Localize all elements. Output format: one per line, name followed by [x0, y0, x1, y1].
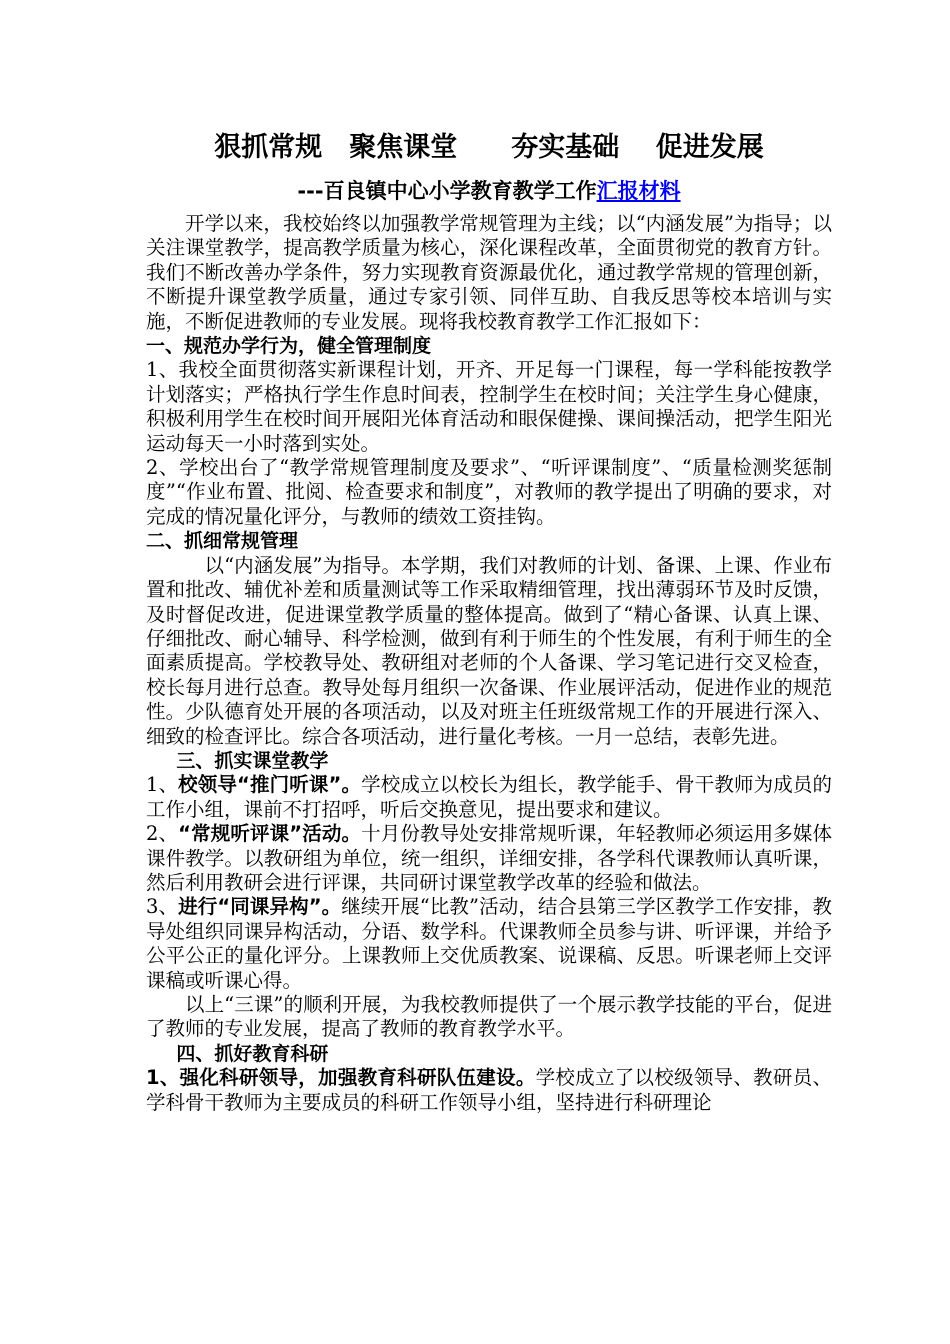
subtitle-text: ---百良镇中心小学教育教学工作 [297, 179, 597, 203]
section-1-heading: 一、规范办学行为，健全管理制度 [146, 335, 432, 358]
item-lead: 进行“同课异构”。 [178, 895, 342, 919]
section-3-paragraph-2 [146, 822, 832, 895]
section-2-paragraph-1: 以“内涵发展”为指导。本学期，我们对教师的计划、备课、上课、作业布置和批改、辅优补差和质量测试等工作采取精细管理，找出薄弱环节及时反馈，及时督促改进，促进课堂教学质量的整体提高。做到了“精心备课、认真上课、仔细批改、耐心辅导、科学检测，做到有利于师生的个性发展，有利于师生的全面素质提高。学校教导处、教研组对老师的个人备课、学习笔记进行交叉检查，校长每月进行总查。教导处每月组织一次备课、作业展评活动，促进作业的规范性。少队德育处开展的各项活动，以及对班主任班级常规工作的开展进行深入、细致的检查评比。综合各项活动，进行量化考核。一月一总结，表彰先进。 [146, 553, 832, 748]
section-1-paragraph-1: 1、我校全面贯彻落实新课程计划，开齐、开足每一门课程，每一学科能按教学计划落实；严格执行学生作息时间表，控制学生在校时间；关注学生身心健康，积极利用学生在校时间开展阳光体育活动和眼保健操、课间操活动，把学生阳光运动每天一小时落到实处。 [146, 358, 832, 455]
section-3-paragraph-1 [146, 773, 832, 822]
page-subtitle [146, 174, 832, 208]
item-lead: “常规听评课”活动。 [178, 822, 362, 846]
item-lead: 1、强化科研领导，加强教育科研队伍建设。 [146, 1066, 536, 1090]
item-lead: 校领导“推门听课”。 [178, 773, 362, 797]
section-3-paragraph-3 [146, 895, 832, 993]
section-3-heading: 三、抓实课堂教学 [176, 749, 329, 772]
section-4-paragraph-1 [146, 1066, 832, 1115]
item-text: 十月份教导处安排常规听课，年轻教师必须运用多媒体课件教学。以教研组为单位，统一组织，详细安排，各学科代课教师认真听课，然后利用教研会进行评课，共同研讨课堂教学改革的经验和做法。 [146, 822, 832, 894]
page-title: 狠抓常规 聚焦课堂 夯实基础 促进发展 [214, 132, 764, 163]
intro-paragraph: 开学以来，我校始终以加强教学常规管理为主线；以“内涵发展”为指导；以关注课堂教学，提高教学质量为核心，深化课程改革，全面贯彻党的教育方针。我们不断改善办学条件，努力实现教育资源最优化，通过教学常规的管理创新，不断提升课堂教学质量，通过专家引领、同伴互助、自我反思等校本培训与实施，不断促进教师的专业发展。现将我校教育教学工作汇报如下： [146, 212, 832, 333]
item-text: 学校成立了以校级领导、教研员、学科骨干教师为主要成员的科研工作领导小组，坚持进行科研理论 [146, 1066, 832, 1114]
item-text: 继续开展“比教”活动，结合县第三学区教学工作安排，教导处组织同课异构活动，分语、数学科。代课教师全员参与讲、听评课，并给予公平公正的量化评分。上课教师上交优质教案、说课稿、反思。听课老师上交评课稿或听课心得。 [146, 895, 832, 992]
item-number: 2、 [146, 822, 179, 846]
item-number: 1、 [146, 773, 179, 797]
item-number: 3、 [146, 895, 179, 919]
subtitle-link[interactable]: 汇报材料 [596, 179, 681, 203]
section-1-paragraph-2: 2、学校出台了“教学常规管理制度及要求”、“听评课制度”、“质量检测奖惩制度”“作业布置、批阅、检查要求和制度”，对教师的教学提出了明确的要求，对完成的情况量化评分，与教师的绩效工资挂钩。 [146, 456, 832, 528]
section-4-heading: 四、抓好教育科研 [176, 1042, 329, 1065]
section-2-heading: 二、抓细常规管理 [146, 530, 299, 553]
item-text: 学校成立以校长为组长，教学能手、骨干教师为成员的工作小组，课前不打招呼，听后交换意见，提出要求和建议。 [146, 773, 832, 821]
section-3-paragraph-4: 以上“三课”的顺利开展，为我校教师提供了一个展示教学技能的平台，促进了教师的专业发展，提高了教师的教育教学水平。 [146, 993, 832, 1041]
